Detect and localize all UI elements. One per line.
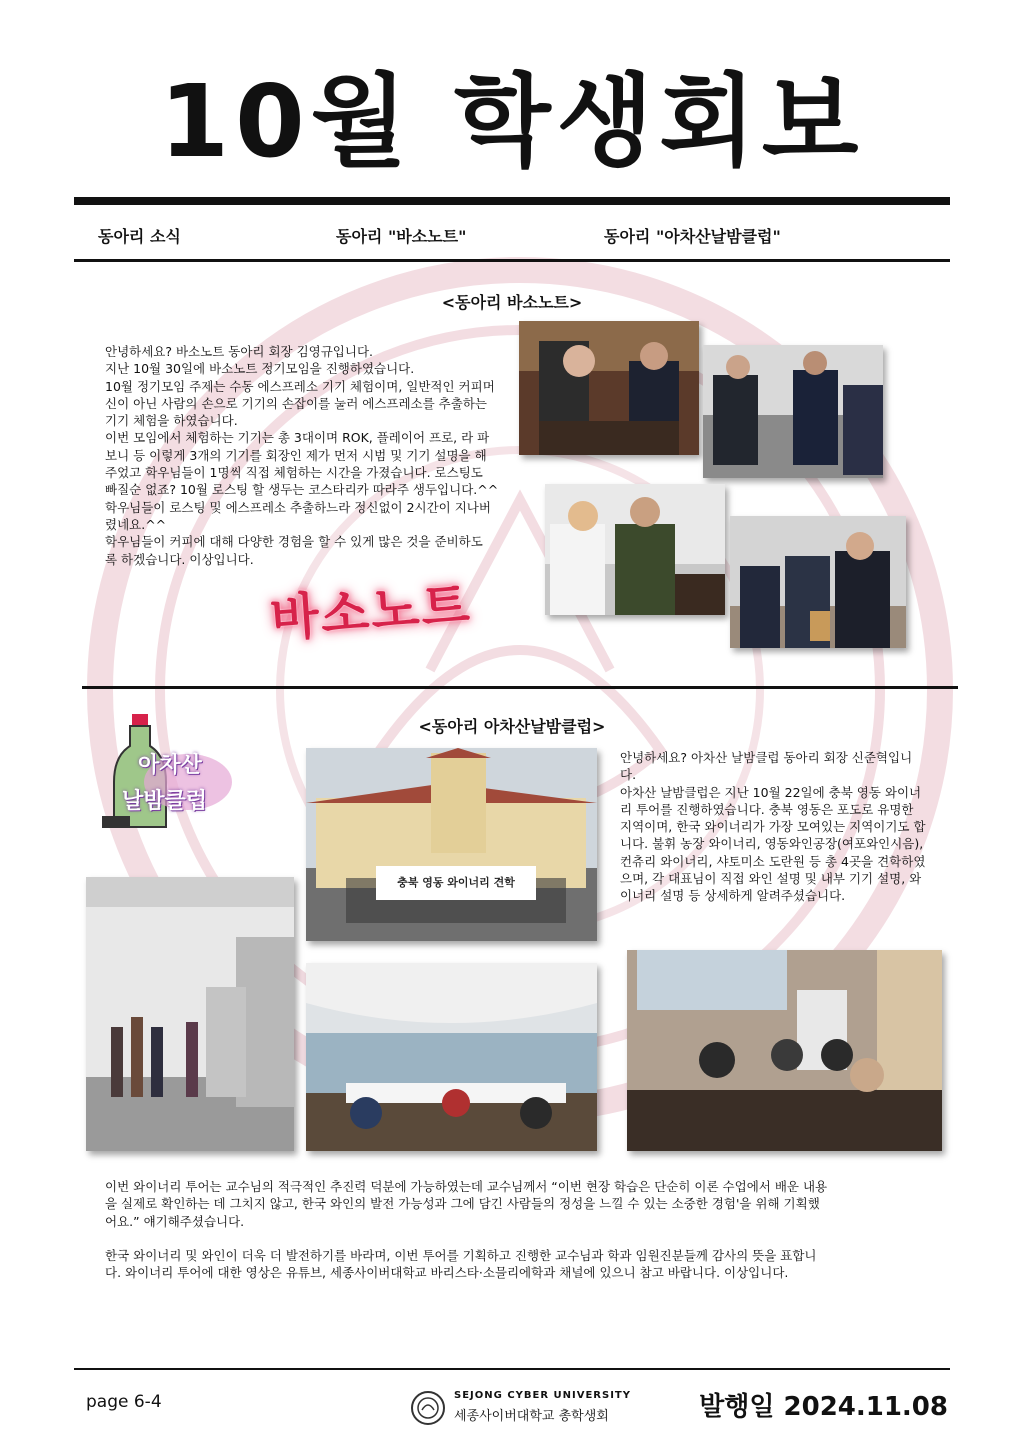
- photo-winery-tasting-room: [306, 963, 597, 1151]
- photo-espresso-demo-2: [703, 345, 883, 478]
- achasan-logo-line2: 날밤클럽: [122, 789, 208, 814]
- achasan-logo-line1: 아차산: [138, 753, 202, 778]
- photo-espresso-demo-4: [730, 516, 906, 648]
- university-seal-icon: [410, 1390, 446, 1426]
- photo-espresso-demo-3: [545, 484, 725, 615]
- nav-basonote: 동아리 "바소노트": [336, 227, 467, 246]
- section-divider: [82, 686, 958, 689]
- section-nav: [0, 224, 1024, 250]
- publish-date: 발행일 2024.11.08: [699, 1392, 948, 1422]
- achasan-closing-text: 이번 와이너리 투어는 교수님의 적극적인 추진력 덕분에 가능하였는데 교수님께서 “이번 현장 학습은 단순히 이론 수업에서 배운 내용 을 실제로 확인하는 데 그치지 않고, 한국 와인의 발전 가능성과 그에 담긴 사람들의 정성을 느낄 수 있는 소중한 경험'을 위해 기획했 어요.” 얘기해주셨습니다. 한국 와이너리 및 와인이 더욱 더 발전하기를 바라며, 이번 투어를 기획하고 진행한 교수님과 학과 임원진분들께 감사의 뜻을 표합니 다. 와이너리 투어에 대한 영상은 유튜브, 세종사이버대학교 바리스타·소믈리에학과 채널에 있으니 참고 바랍니다. 이상입니다.: [105, 1179, 828, 1281]
- nav-divider: [74, 259, 950, 262]
- page-title: 10월 학생회보: [159, 63, 865, 180]
- photo-espresso-demo-1: [519, 321, 699, 455]
- footer-divider: [74, 1368, 950, 1370]
- university-mark: [410, 1390, 640, 1426]
- nav-achasan: 동아리 "아차산날밤클럽": [604, 227, 781, 246]
- basonote-heading: <동아리 바소노트>: [441, 293, 583, 312]
- nav-club-news: 동아리 소식: [98, 227, 181, 246]
- achasan-heading: <동아리 아차산날밤클럽>: [418, 717, 606, 736]
- page-number: page 6-4: [86, 1392, 162, 1412]
- basonote-text: 안녕하세요? 바소노트 동아리 회장 김영규입니다. 지난 10월 30일에 바소노트 정기모임을 진행하였습니다. 10월 정기모임 주제는 수동 에스프레소 기기 체험이며, 일반적인 커피머 신이 아닌 사람의 손으로 기기의 손잡이를 눌러 에스프레소를 추출하는 기기 체험을 하였습니다. 이번 모임에서 체험하는 기기는 총 3대이며 ROK, 플레이어 프로, 라 파 보니 등 이렇게 3개의 기기를 회장인 제가 먼저 시범 및 기기 설명을 해 주었고 학우님들이 1명씩 직접 체험하는 시간을 가졌습니다. 로스팅도 빠질순 없죠? 10월 로스팅 할 생두는 코스타리카 따라주 생두입니다.^^ 학우님들이 로스팅 및 에스프레소 추출하느라 정신없이 2시간이 지나버 렸네요.^^ 학우님들이 커피에 대해 다양한 경험을 할 수 있게 많은 것을 준비하도 록 하겠습니다. 이상입니다.: [105, 344, 499, 567]
- photo-winery-group: [306, 748, 597, 941]
- photo-winery-factory: [86, 877, 294, 1151]
- title-divider: [74, 197, 950, 205]
- photo-wine-bar-group: [627, 950, 942, 1151]
- basonote-logo: 바소노트: [268, 576, 474, 648]
- achasan-text: 안녕하세요? 아차산 날밤클럽 동아리 회장 신준혁입니 다. 아차산 날밤클럽은 지난 10월 22일에 충북 영동 와이너 리 투어를 진행하였습니다. 충북 영동은 포도로 유명한 지역이며, 한국 와이너리가 가장 모여있는 지역이기도 합 니다. 불휘 농장 와이너리, 영동와인공장(여포와인시음), 컨츄리 와이너리, 샤토미소 도란원 등 총 4곳을 견학하였 으며, 각 대표님이 직접 와인 설명 및 내부 기기 설명, 와 이너리 설명 등 상세하게 알려주셨습니다.: [620, 750, 926, 904]
- achasan-logo: [100, 712, 240, 832]
- university-name-en: SEJONG CYBER UNIVERSITY: [454, 1390, 631, 1401]
- winery-banner: 충북 영동 와이너리 견학: [397, 876, 515, 889]
- university-name-ko: 세종사이버대학교 총학생회: [454, 1409, 609, 1424]
